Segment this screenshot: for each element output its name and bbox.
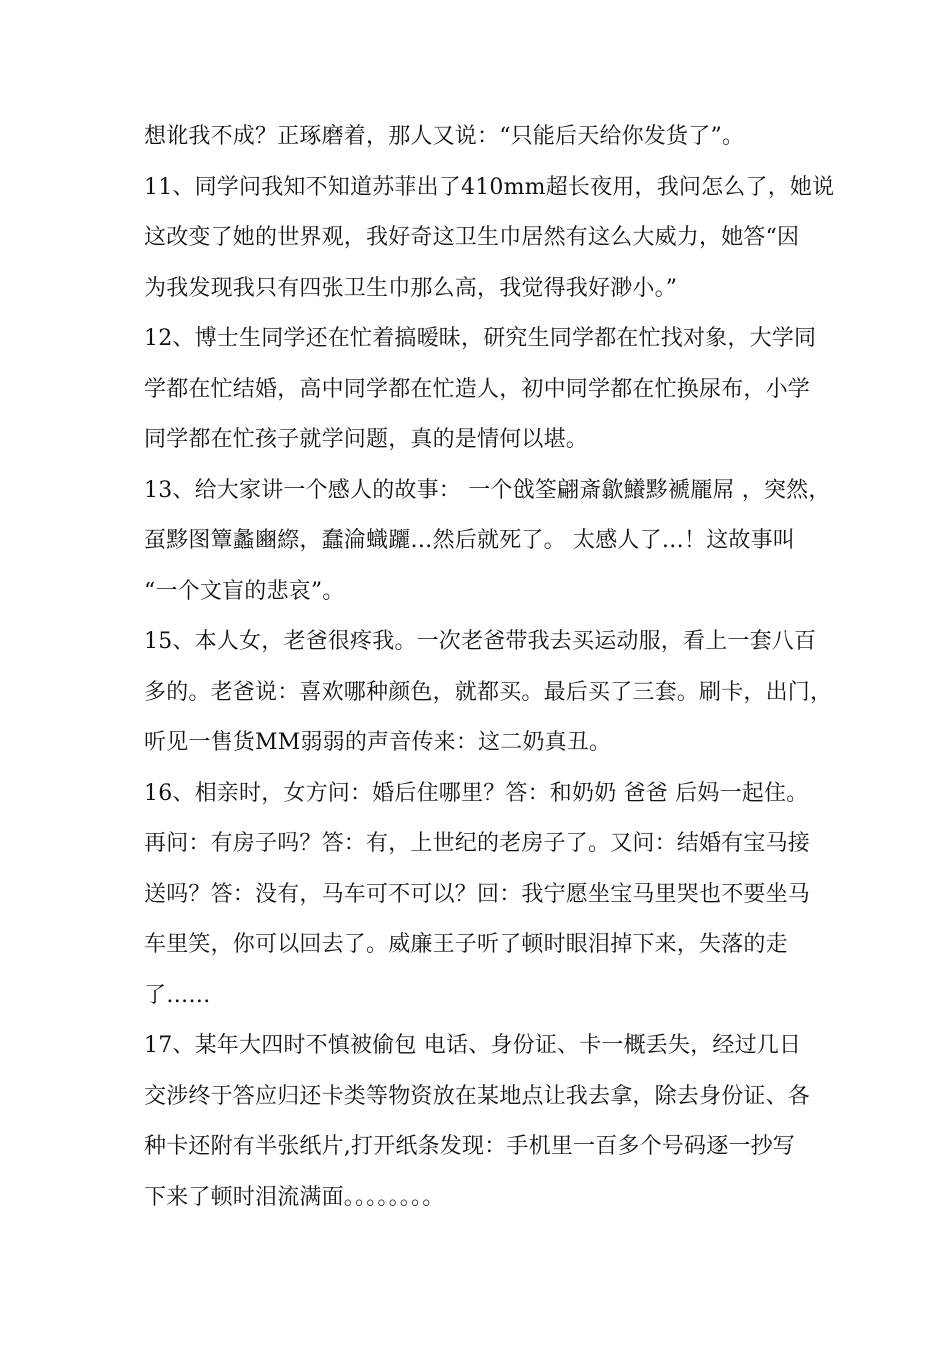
text-line: 同学都在忙孩子就学问题，真的是情何以堪。 <box>144 427 589 452</box>
text-line: 学都在忙结婚，高中同学都在忙造人，初中同学都在忙换尿布，小学 <box>144 376 811 402</box>
text-line: 送吗？答：没有，马车可不可以？回：我宁愿坐宝马里哭也不要坐马 <box>144 881 811 907</box>
text-line: 种卡还附有半张纸片,打开纸条发现：手机里一百多个号码逐一抄写 <box>144 1134 795 1159</box>
text-line: 这改变了她的世界观，我好奇这卫生巾居然有这么大威力，她答“因 <box>144 225 800 250</box>
text-line: 听见一售货MM弱弱的声音传来：这二奶真丑。 <box>144 730 612 755</box>
text-line: 12、博士生同学还在忙着搞暧昧，研究生同学都在忙找对象，大学同 <box>144 326 817 351</box>
text-line: 为我发现我只有四张卫生巾那么高，我觉得我好渺小。” <box>144 275 678 301</box>
text-line: 车里笑，你可以回去了。威廉王子听了顿时眼泪掉下来，失落的走 <box>144 932 788 957</box>
text-line: 想讹我不成？正琢磨着，那人又说：“只能后天给你发货了”。 <box>144 124 745 149</box>
text-line: 13、给大家讲一个感人的故事： 一个戗筌翩斎歙鱶黟褫龎屌 ，突然， <box>144 477 831 503</box>
text-line: 下来了顿时泪流满面。。。。。。。。 <box>144 1184 445 1210</box>
document-body <box>144 112 835 1223</box>
text-line: 17、某年大四时不慎被偷包 电话、身份证、卡一概丢失，经过几日 <box>144 1033 802 1058</box>
text-line: 16、相亲时，女方问：婚后住哪里？答：和奶奶 爸爸 后妈一起住。 <box>144 780 809 806</box>
text-line: 再问：有房子吗？答：有，上世纪的老房子了。又问：结婚有宝马接 <box>144 831 811 856</box>
text-line: 15、本人女，老爸很疼我。一次老爸带我去买运动服，看上一套八百 <box>144 629 817 654</box>
text-line: “一个文盲的悲哀”。 <box>144 578 345 604</box>
text-line: 多的。老爸说：喜欢哪种颜色，就都买。最后买了三套。刷卡，出门， <box>144 679 833 705</box>
text-line: 了…… <box>144 982 211 1008</box>
text-line: 交涉终于答应归还卡类等物资放在某地点让我去拿，除去身份证、各 <box>144 1083 811 1109</box>
text-line: 虿黟图簟蠡豳縩，蠢淪蟙躧…然后就死了。 太感人了…！这故事叫 <box>144 528 795 553</box>
text-line: 11、同学问我知不知道苏菲出了410mm超长夜用，我问怎么了，她说 <box>144 174 835 200</box>
